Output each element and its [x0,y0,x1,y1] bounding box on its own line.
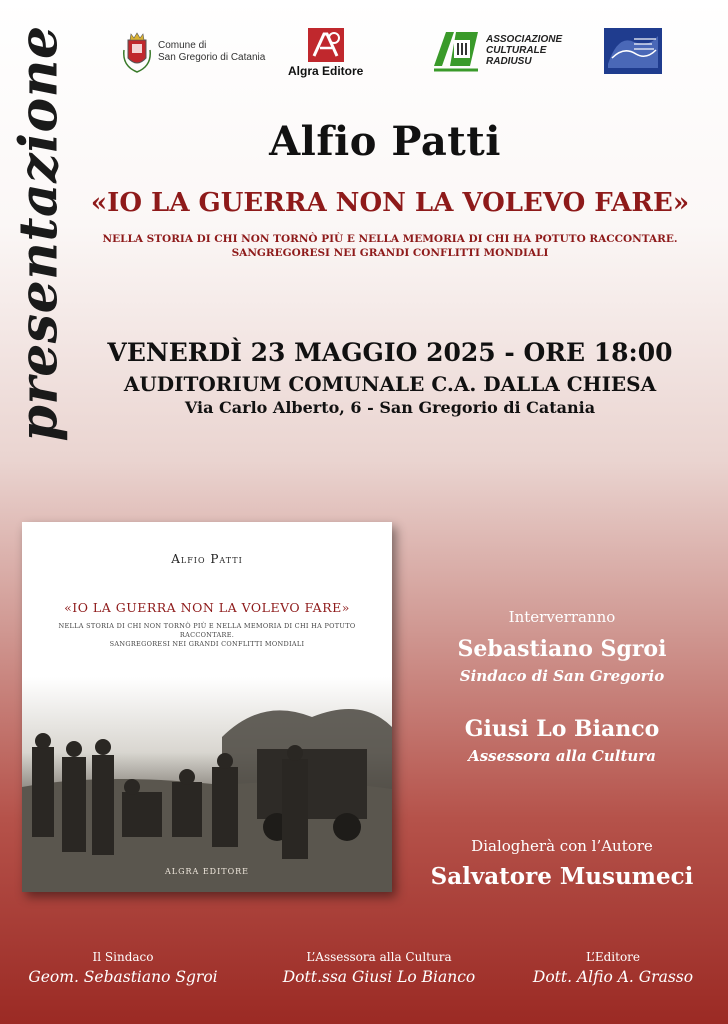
moderator-name: Salvatore Musumeci [430,863,694,890]
vertical-label-text: presentazione [8,24,70,442]
event-subtitle-line2: SANGREGORESI NEI GRANDI CONFLITTI MONDIALI [231,247,549,259]
event-date: VENERDÌ 23 MAGGIO 2025 - ORE 18:00 [107,338,673,367]
comune-line2: San Gregorio di Catania [158,52,266,63]
regional-network-logo-icon [604,28,662,74]
book-cover [22,522,392,892]
algra-editore-icon [308,28,344,62]
book-cover-subtitle-line2: SANGREGORESI NEI GRANDI CONFLITTI MONDIALI [109,640,305,648]
associazione-emblem-icon [430,26,482,74]
comune-line1: Comune di [158,40,207,51]
book-cover-subtitle-line1: NELLA STORIA DI CHI NON TORNÒ PIÙ E NELLA MEMORIA DI CHI HA POTUTO RACCONTARE. [58,622,356,639]
associazione-text [486,34,562,67]
assoc-line1: ASSOCIAZIONE [486,33,563,45]
assoc-line3: RADIUSU [486,55,532,67]
assoc-line2: CULTURALE [486,44,547,56]
book-cover-title: «IO LA GUERRA NON LA VOLEVO FARE» [64,600,350,615]
footer-role-sindaco: Il Sindaco [92,950,154,964]
footer-name-sindaco: Geom. Sebastiano Sgroi [28,968,218,986]
speaker-2-role: Assessora alla Cultura [468,747,656,765]
algra-editore-text: Algra Editore [288,64,364,78]
footer-name-assessora: Dott.ssa Giusi Lo Bianco [282,968,476,986]
event-title: «IO LA GUERRA NON LA VOLEVO FARE» [90,188,690,218]
speaker-1-role: Sindaco di San Gregorio [459,667,665,685]
speaker-2-name: Giusi Lo Bianco [464,716,660,742]
book-cover-author: Alfio Patti [171,552,243,566]
event-subtitle [90,232,690,260]
event-venue: AUDITORIUM COMUNALE C.A. DALLA CHIESA [123,372,657,396]
comune-crest-icon [122,30,152,74]
book-cover-subtitle [52,622,362,649]
footer-name-editore: Dott. Alfio A. Grasso [532,968,694,986]
comune-text [158,40,265,64]
algra-editore-logo [288,28,363,78]
book-cover-war-photo [22,677,392,892]
footer-role-editore: L’Editore [585,950,641,964]
book-cover-publisher: ALGRA EDITORE [165,867,249,876]
footer-role-assessora: L’Assessora alla Cultura [306,950,452,964]
event-author: Alfio Patti [269,118,501,165]
speakers-heading: Interverranno [508,608,616,626]
comune-logo [122,30,265,74]
vertical-presentazione-label [8,18,70,448]
speaker-1-name: Sebastiano Sgroi [457,636,667,662]
event-subtitle-line1: NELLA STORIA DI CHI NON TORNÒ PIÙ E NELLA MEMORIA DI CHI HA POTUTO RACCONTARE. [102,233,678,245]
moderator-heading: Dialogherà con l’Autore [471,837,653,855]
event-address: Via Carlo Alberto, 6 - San Gregorio di Catania [184,398,596,417]
associazione-radiusu-logo [430,26,562,74]
